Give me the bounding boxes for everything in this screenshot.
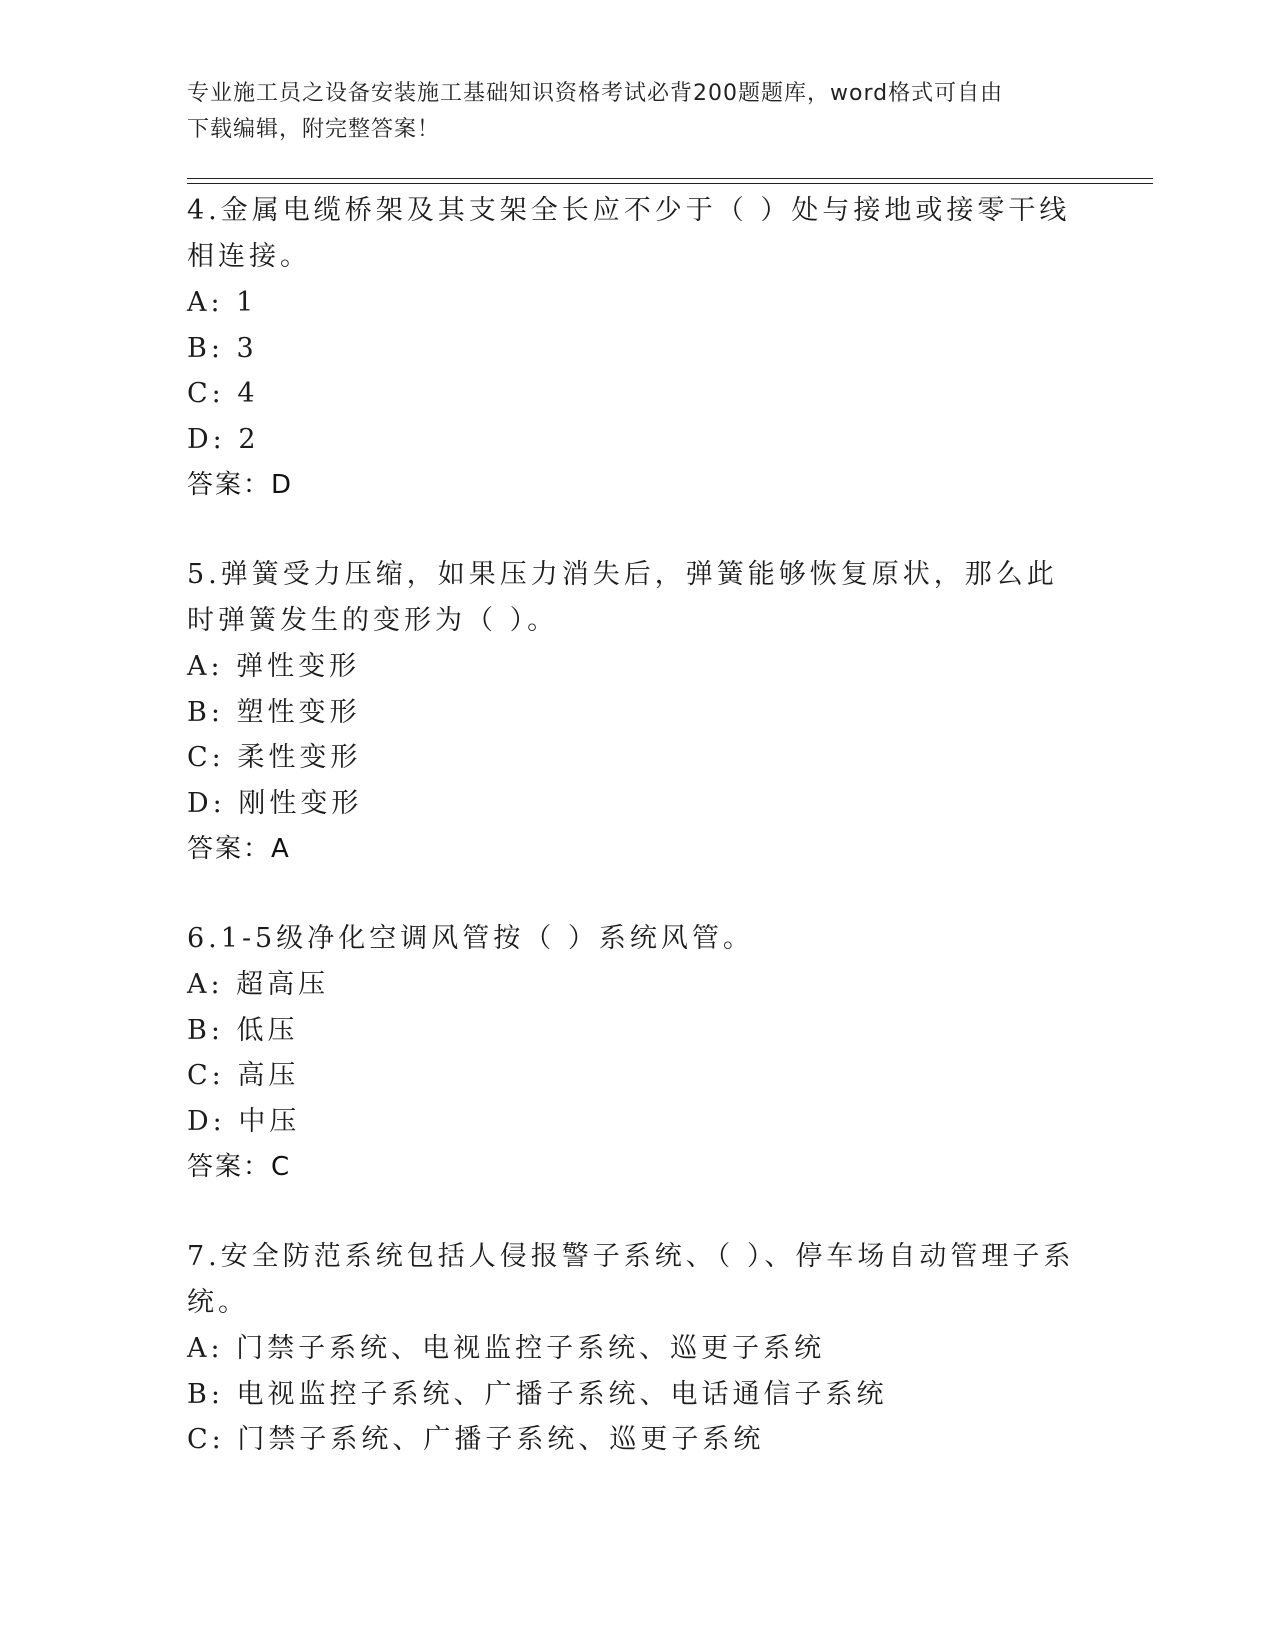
option-a: A: 弹性变形 bbox=[187, 651, 361, 682]
option-b: B: 3 bbox=[187, 332, 258, 364]
header-line-2: 下载编辑，附完整答案！ bbox=[187, 117, 441, 142]
header-divider-bottom bbox=[187, 183, 1153, 184]
answer-label: 答案：A bbox=[187, 834, 291, 864]
answer-label: 答案：D bbox=[187, 470, 294, 500]
question-text: 7.安全防范系统包括人侵报警子系统、（ ）、停车场自动管理子系统。 bbox=[187, 1241, 1075, 1318]
option-b: B: 电视监控子系统、广播子系统、电话通信子系统 bbox=[187, 1378, 888, 1410]
header-divider-top bbox=[187, 178, 1153, 179]
document-header bbox=[187, 76, 1067, 148]
header-line-1: 专业施工员之设备安装施工基础知识资格考试必背200题题库，word格式可自由 bbox=[187, 81, 1004, 106]
question-text: 5.弹簧受力压缩，如果压力消失后，弹簧能够恢复原状，那么此时弹簧发生的变形为（ ）。 bbox=[187, 559, 1058, 636]
question-block bbox=[187, 188, 1087, 508]
option-c: C: 4 bbox=[187, 378, 259, 409]
question-text: 6.1-5级净化空调风管按（ ）系统风管。 bbox=[187, 923, 754, 954]
option-d: D: 刚性变形 bbox=[187, 787, 363, 819]
option-a: A: 1 bbox=[187, 287, 258, 318]
question-block bbox=[187, 916, 1087, 1190]
option-c: C: 柔性变形 bbox=[187, 742, 362, 773]
option-b: B: 塑性变形 bbox=[187, 696, 361, 728]
option-b: B: 低压 bbox=[187, 1014, 299, 1046]
option-a: A: 超高压 bbox=[187, 969, 330, 1000]
question-block bbox=[187, 1234, 1087, 1463]
question-block bbox=[187, 552, 1087, 872]
question-text: 4.金属电缆桥架及其支架全长应不少于（ ）处与接地或接零干线相连接。 bbox=[187, 195, 1071, 272]
option-a: A: 门禁子系统、电视监控子系统、巡更子系统 bbox=[187, 1333, 826, 1364]
option-c: C: 高压 bbox=[187, 1060, 300, 1091]
answer-label: 答案：C bbox=[187, 1152, 292, 1182]
option-c: C: 门禁子系统、广播子系统、巡更子系统 bbox=[187, 1424, 765, 1455]
option-d: D: 中压 bbox=[187, 1105, 301, 1137]
question-list bbox=[187, 188, 1087, 1507]
option-d: D: 2 bbox=[187, 423, 260, 455]
